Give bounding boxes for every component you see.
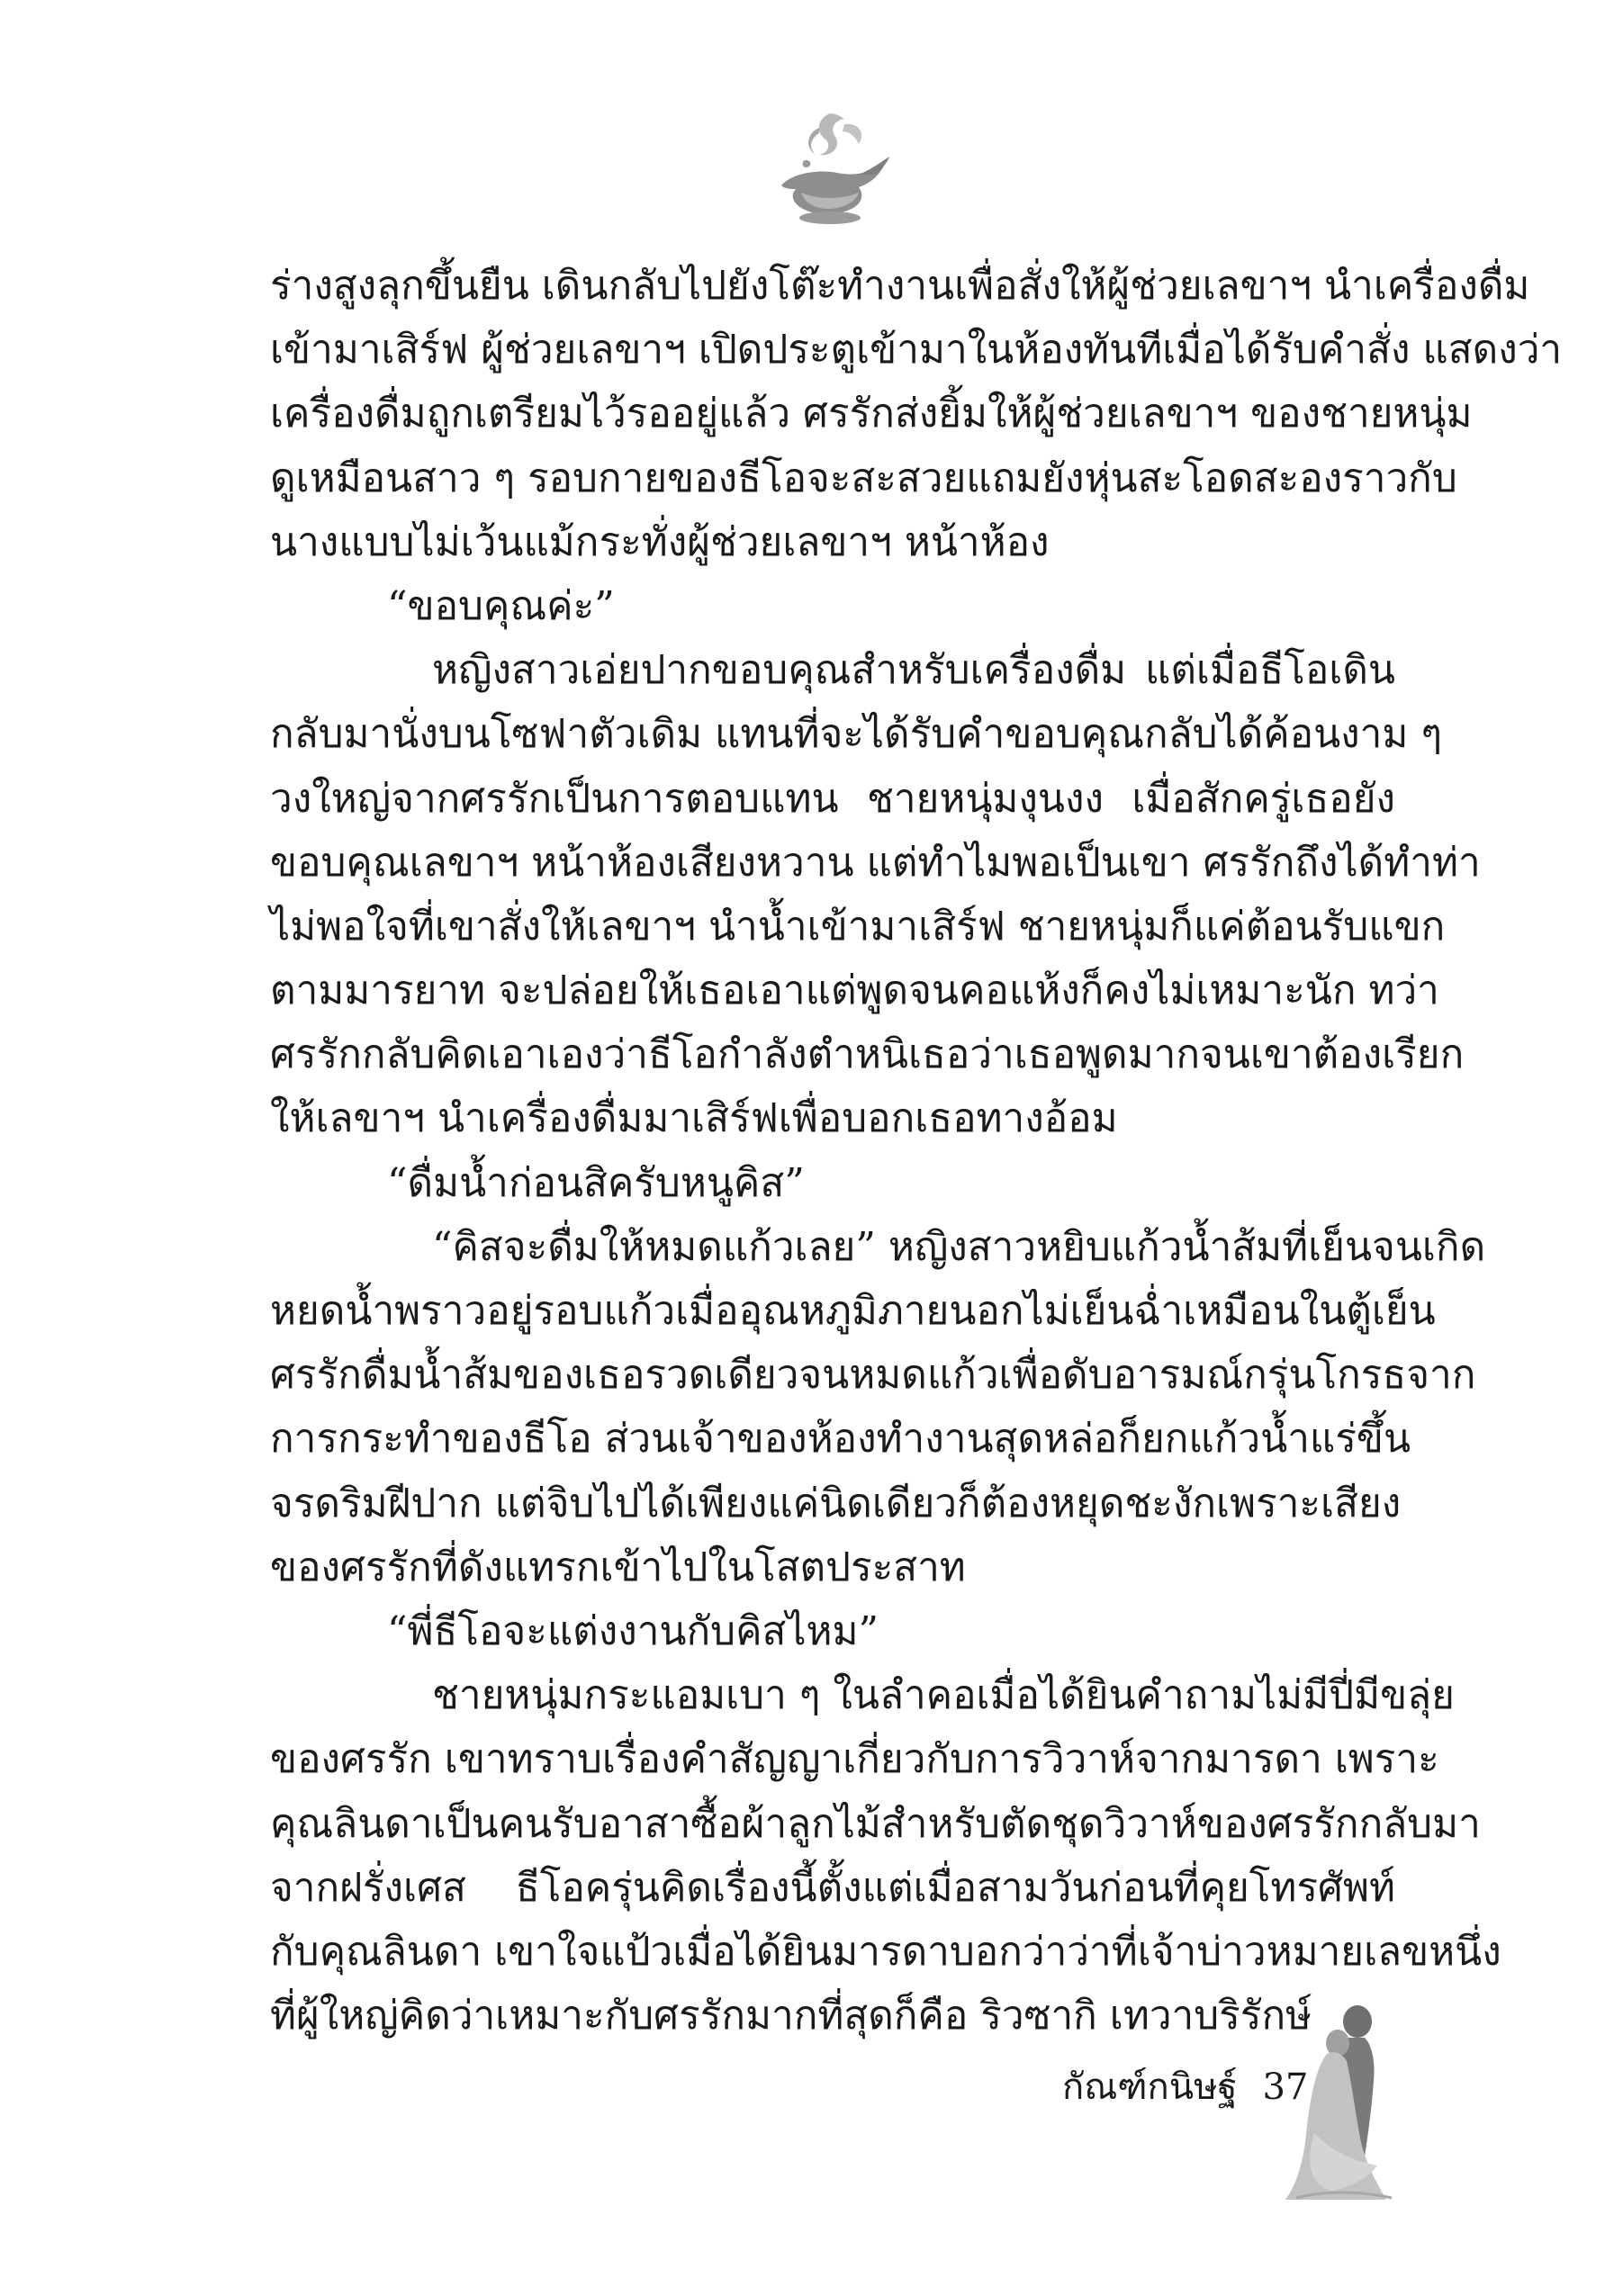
text-line: หญิงสาวเอ่ยปากขอบคุณสำหรับเครื่องดื่ม แต่เมื่อธีโอเดิน <box>432 647 1395 694</box>
bride-groom-icon <box>1278 1998 1413 2205</box>
text-line: ขอบคุณเลขาฯ หน้าห้องเสียงหวาน แต่ทำไมพอเป็นเขา ศรรักถึงได้ทำท่า <box>270 839 1481 886</box>
page-footer <box>1062 2056 1308 2119</box>
text-line: ให้เลขาฯ นำเครื่องดื่มมาเสิร์ฟเพื่อบอกเธอทางอ้อม <box>270 1095 1118 1142</box>
text-line: ศรรักกลับคิดเอาเองว่าธีโอกำลังตำหนิเธอว่าเธอพูดมากจนเขาต้องเรียก <box>270 1031 1465 1078</box>
text-line: เข้ามาเสิร์ฟ ผู้ช่วยเลขาฯ เปิดประตูเข้ามาในห้องทันทีเมื่อได้รับคำสั่ง แสดงว่า <box>270 327 1563 374</box>
text-line: จากฝรั่งเศส ธีโอครุ่นคิดเรื่องนี้ตั้งแต่เมื่อสามวันก่อนที่คุยโทรศัพท์ <box>270 1864 1395 1911</box>
text-line: กับคุณลินดา เขาใจแป้วเมื่อได้ยินมารดาบอกว่าว่าที่เจ้าบ่าวหมายเลขหนึ่ง <box>270 1928 1501 1975</box>
body-paragraph <box>270 638 1481 1151</box>
text-line: “พี่ธีโอจะแต่งงานกับคิสไหม” <box>387 1607 879 1654</box>
body-text <box>270 254 1563 2048</box>
text-line: คุณลินดาเป็นคนรับอาสาซื้อผ้าลูกไม้สำหรับตัดชุดวิวาห์ของศรรักกลับมา <box>270 1800 1481 1847</box>
text-line: ร่างสูงลุกขึ้นยืน เดินกลับไปยังโต๊ะทำงานเพื่อสั่งให้ผู้ช่วยเลขาฯ นำเครื่องดื่ม <box>270 263 1530 309</box>
text-line: วงใหญ่จากศรรักเป็นการตอบแทน ชายหนุ่มงุนงง เมื่อสักครู่เธอยัง <box>270 775 1395 822</box>
genie-lamp-icon <box>765 106 900 232</box>
text-line: ตามมารยาท จะปล่อยให้เธอเอาแต่พูดจนคอแห้งก็คงไม่เหมาะนัก ทว่า <box>270 968 1439 1014</box>
page-number: 37 <box>1262 2066 1309 2108</box>
text-line: กลับมานั่งบนโซฟาตัวเดิม แทนที่จะได้รับคำขอบคุณกลับได้ค้อนงาม ๆ <box>270 711 1442 758</box>
text-line: “คิสจะดื่มให้หมดแก้วเลย” หญิงสาวหยิบแก้วน้ำส้มที่เย็นจนเกิด <box>432 1223 1486 1270</box>
book-title: กัณฑ์กนิษฐ์ <box>1062 2066 1238 2108</box>
text-line: “ดื่มน้ำก่อนสิครับหนูคิส” <box>387 1159 805 1206</box>
text-line: ของศรรักที่ดังแทรกเข้าไปในโสตประสาท <box>270 1544 966 1590</box>
dialog-paragraph <box>270 1599 1395 1663</box>
text-line: “ขอบคุณค่ะ” <box>387 582 615 629</box>
text-line: เครื่องดื่มถูกเตรียมไว้รออยู่แล้ว ศรรักส่งยิ้มให้ผู้ช่วยเลขาฯ ของชายหนุ่ม <box>270 391 1473 437</box>
dialog-paragraph <box>270 574 1395 638</box>
body-paragraph <box>270 1663 1501 2048</box>
text-line: ชายหนุ่มกระแอมเบา ๆ ในลำคอเมื่อได้ยินคำถามไม่มีปี่มีขลุ่ย <box>432 1672 1455 1719</box>
dialog-paragraph <box>270 1151 1395 1215</box>
text-line: การกระทำของธีโอ ส่วนเจ้าของห้องทำงานสุดหล่อก็ยกแก้วน้ำแร่ขึ้น <box>270 1416 1411 1463</box>
text-line: ที่ผู้ใหญ่คิดว่าเหมาะกับศรรักมากที่สุดก็คือ ริวซากิ เทวาบริรักษ์ <box>270 1993 1312 2039</box>
text-line: ดูเหมือนสาว ๆ รอบกายของธีโอจะสะสวยแถมยังหุ่นสะโอดสะองราวกับ <box>270 455 1457 501</box>
text-line: ของศรรัก เขาทราบเรื่องคำสัญญาเกี่ยวกับการวิวาห์จากมารดา เพราะ <box>270 1736 1439 1783</box>
text-line: ศรรักดื่มน้ำส้มของเธอรวดเดียวจนหมดแก้วเพื่อดับอารมณ์กรุ่นโกรธจาก <box>270 1352 1476 1399</box>
text-line: นางแบบไม่เว้นแม้กระทั่งผู้ช่วยเลขาฯ หน้าห้อง <box>270 518 1050 565</box>
body-paragraph <box>270 254 1563 574</box>
body-paragraph <box>270 1215 1486 1599</box>
text-line: จรดริมฝีปาก แต่จิบไปได้เพียงแค่นิดเดียวก็ต้องหยุดชะงักเพราะเสียง <box>270 1480 1402 1526</box>
text-line: หยดน้ำพราวอยู่รอบแก้วเมื่ออุณหภูมิภายนอกไม่เย็นฉ่ำเหมือนในตู้เย็น <box>270 1288 1436 1334</box>
text-line: ไม่พอใจที่เขาสั่งให้เลขาฯ นำน้ำเข้ามาเสิร์ฟ ชายหนุ่มก็แค่ต้อนรับแขก <box>270 903 1446 950</box>
